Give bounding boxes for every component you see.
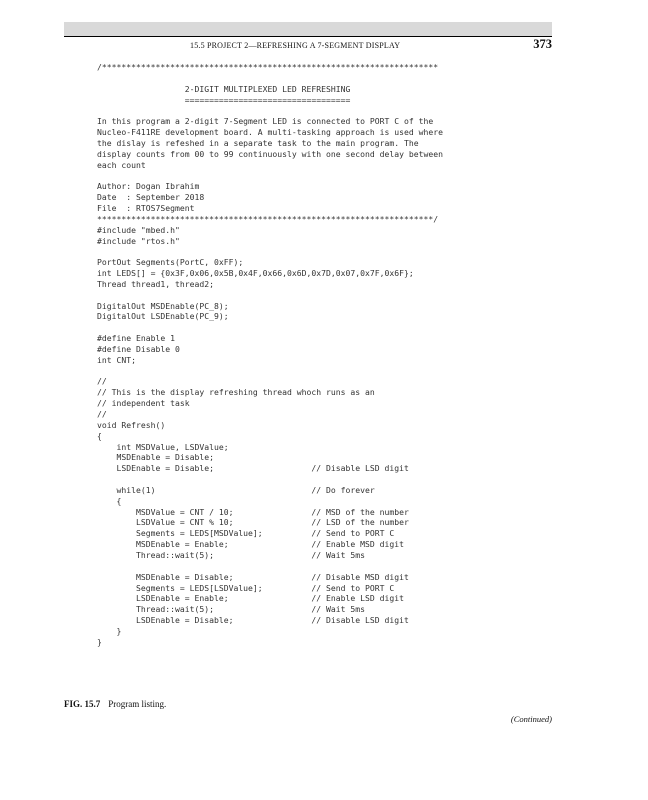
code-line [97,105,443,116]
code-line: // This is the display refreshing thread whoch runs as an [97,387,375,398]
page-number: 373 [533,37,552,51]
code-line: In this program a 2-digit 7-Segment LED is connected to PORT C of the [97,116,434,127]
code-line: LSDEnable = Enable; // Enable LSD digit [97,593,404,604]
figure-label: FIG. 15.7 [64,699,101,709]
code-line: Thread::wait(5); // Wait 5ms [97,549,366,560]
code-line [97,73,443,84]
code-line: } [97,636,102,647]
code-line: // independent task [97,398,190,409]
code-line: MSDEnable = Disable; // Disable MSD digit [97,571,409,582]
figure-caption-text: Program listing. [108,699,167,709]
code-line: LSDEnable = Disable; // Disable LSD digit [97,463,409,474]
code-line: /********************************************************************* [97,62,439,72]
code-line: Segments = LEDS[MSDValue]; // Send to PORT C [97,528,395,539]
code-line: *********************************************************************/ [97,213,439,224]
code-line: 2-DIGIT MULTIPLEXED LED REFRESHING [97,83,351,94]
code-line: DigitalOut LSDEnable(PC_9); [97,311,229,322]
code-line: // [97,376,107,387]
code-line: Segments = LEDS[LSDValue]; // Send to PORT C [97,582,395,593]
code-line: int MSDValue, LSDValue; [97,441,229,452]
code-line: MSDEnable = Enable; // Enable MSD digit [97,539,404,550]
header-bar [64,22,552,36]
code-line: File : RTOS7Segment [97,202,195,213]
header-rule [64,36,552,37]
code-listing [97,62,443,648]
code-line: while(1) // Do forever [97,484,375,495]
code-line: #define Enable 1 [97,333,175,344]
code-line: ================================== [97,94,351,105]
code-line: MSDEnable = Disable; [97,452,214,463]
code-line [97,561,443,572]
code-line: each count [97,159,146,170]
code-line: display counts from 00 to 99 continuously with one second delay between [97,148,443,159]
code-line: Author: Dogan Ibrahim [97,181,200,192]
code-line: Thread thread1, thread2; [97,278,214,289]
code-line: // [97,409,107,419]
code-line: { [97,430,102,441]
running-header: 15.5 PROJECT 2—REFRESHING A 7-SEGMENT DISPLAY [190,41,401,50]
code-line: { [97,495,122,506]
code-line: void Refresh() [97,419,166,430]
code-line [97,290,443,301]
code-line: #include "mbed.h" [97,224,180,235]
code-line: PortOut Segments(PortC, 0xFF); [97,257,244,268]
code-line: } [97,625,122,636]
code-line: #define Disable 0 [97,343,180,354]
code-line: Nucleo-F411RE development board. A multi-tasking approach is used where [97,127,443,138]
code-line: Date : September 2018 [97,192,205,203]
code-line: int CNT; [97,354,136,365]
code-line [97,170,443,181]
figure-caption [64,699,166,709]
code-line [97,246,443,257]
code-line [97,474,443,485]
code-line [97,366,443,377]
code-line: LSDEnable = Disable; // Disable LSD digit [97,615,409,626]
code-line: int LEDS[] = {0x3F,0x06,0x5B,0x4F,0x66,0x6D,0x7D,0x07,0x7F,0x6F}; [97,268,414,279]
code-line: LSDValue = CNT % 10; // LSD of the number [97,517,409,528]
code-line: the dislay is refeshed in a separate task to the main program. The [97,137,419,148]
code-line: MSDValue = CNT / 10; // MSD of the number [97,506,409,517]
code-line: DigitalOut MSDEnable(PC_8); [97,300,229,311]
code-line [97,322,443,333]
code-line: Thread::wait(5); // Wait 5ms [97,604,366,615]
continued-note: (Continued) [510,714,552,724]
code-line: #include "rtos.h" [97,235,180,246]
